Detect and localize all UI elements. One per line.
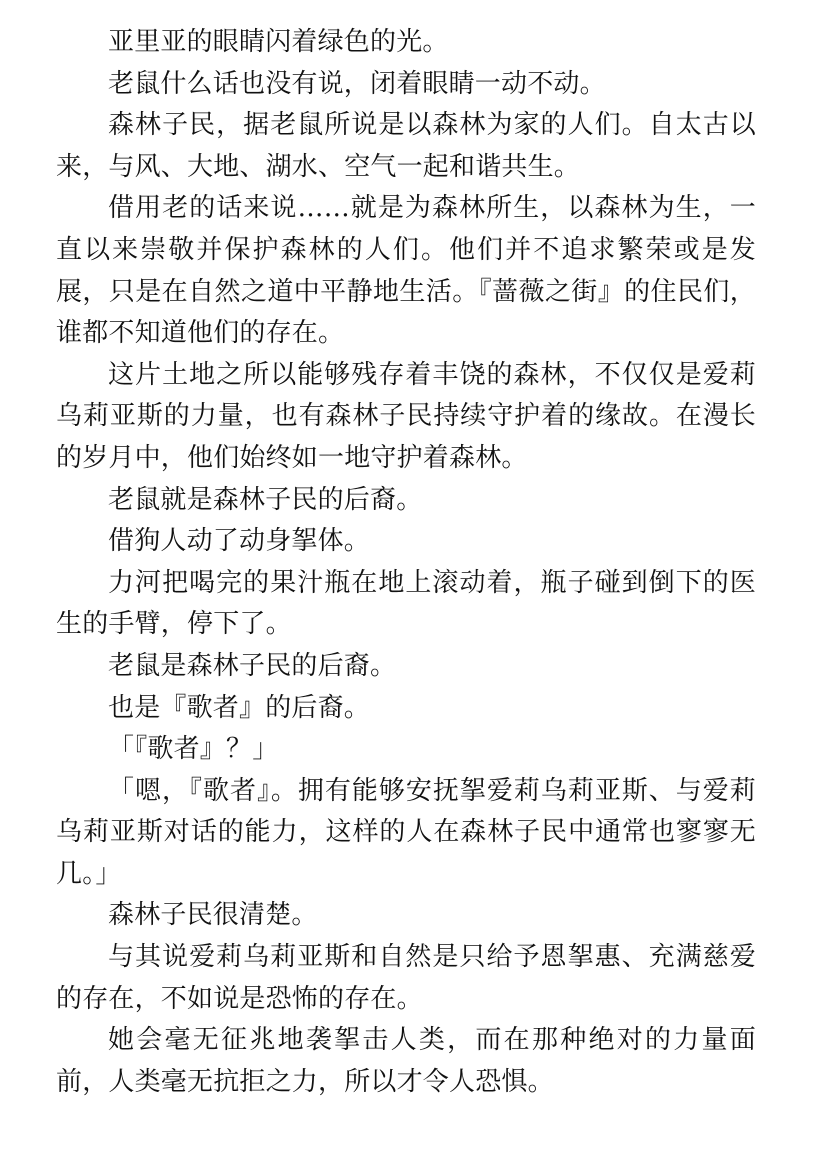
paragraph: 这片土地之所以能够残存着丰饶的森林，不仅仅是爱莉乌莉亚斯的力量，也有森林子民持续守护着的缘故。在漫长的岁月中，他们始终如一地守护着森林。 [56, 359, 756, 473]
paragraph: 借狗人动了动身挐体。 [108, 526, 371, 557]
paragraph: 森林子民，据老鼠所说是以森林为家的人们。自太古以来，与风、大地、湖水、空气一起和谐共生。 [56, 110, 756, 182]
paragraph: 也是『歌者』的后裔。 [108, 692, 371, 723]
paragraph: 她会毫无征兆地袭挐击人类，而在那种绝对的力量面前，人类毫无抗拒之力，所以才令人恐惧。 [56, 1025, 756, 1097]
paragraph: 亚里亚的眼睛闪着绿色的光。 [108, 27, 449, 57]
paragraph: 「『歌者』？」 [108, 734, 279, 765]
paragraph: 森林子民很清楚。 [108, 900, 318, 931]
paragraph: 力河把喝完的果汁瓶在地上滚动着，瓶子碰到倒下的医生的手臂，停下了。 [56, 567, 756, 640]
paragraph: 与其说爱莉乌莉亚斯和自然是只给予恩挐惠、充满慈爱的存在，不如说是恐怖的存在。 [56, 942, 756, 1014]
document-page [56, 22, 756, 1103]
paragraph: 「嗯，『歌者』。拥有能够安抚挐爱莉乌莉亚斯、与爱莉乌莉亚斯对话的能力，这样的人在森林子民中通常也寥寥无几。」 [56, 775, 756, 889]
paragraph: 老鼠就是森林子民的后裔。 [108, 484, 423, 515]
paragraph: 借用老的话来说……就是为森林所生，以森林为生，一直以来崇敬并保护森林的人们。他们并不追求繁荣或是发展，只是在自然之道中平静地生活。『蔷薇之街』的住民们，谁都不知道他们的存在。 [56, 193, 756, 349]
paragraph: 老鼠是森林子民的后裔。 [108, 650, 397, 681]
paragraph: 老鼠什么话也没有说，闭着眼睛一动不动。 [108, 68, 606, 99]
